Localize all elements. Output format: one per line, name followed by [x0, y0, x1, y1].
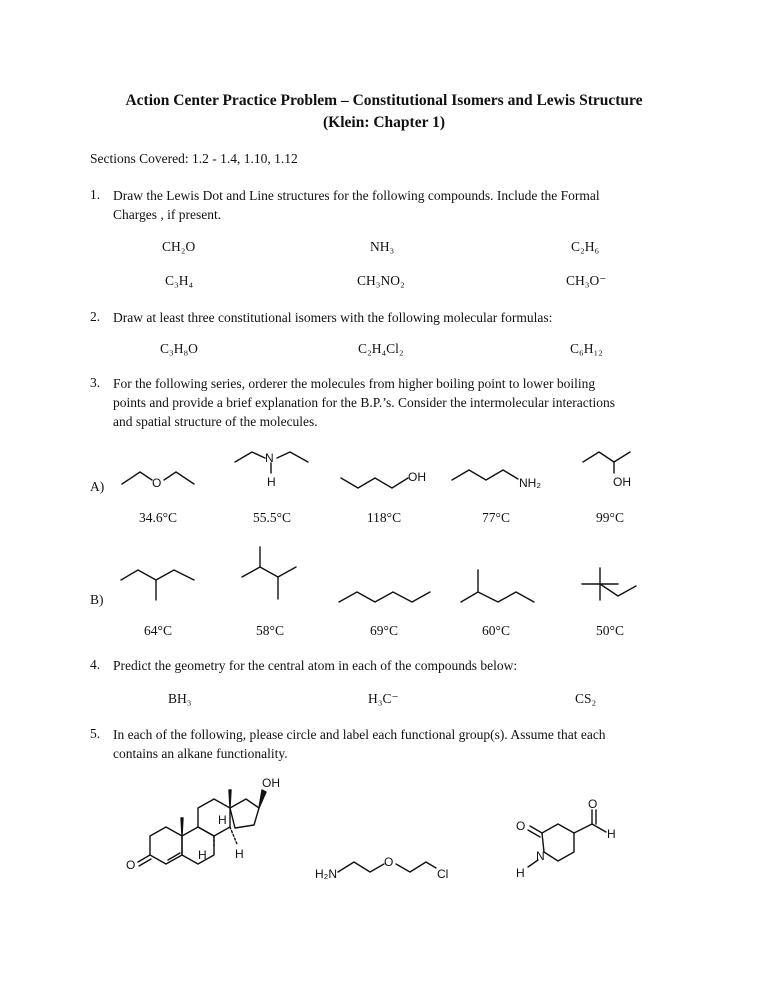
- 2-butanol-structure: [580, 446, 640, 492]
- q4-formula: CS₂: [575, 691, 597, 706]
- svg-text:H: H: [235, 847, 244, 861]
- q2-number: 2.: [90, 309, 101, 324]
- svg-text:H: H: [607, 827, 616, 841]
- bp-temperature: 50°C: [596, 623, 624, 638]
- svg-text:O: O: [588, 797, 598, 811]
- q5-text-line2: contains an alkane functionality.: [113, 746, 288, 761]
- 3-methylpentane-structure: [118, 560, 200, 604]
- q2-formula: C₃H₈O: [160, 341, 198, 356]
- bp-temperature: 55.5°C: [252, 510, 292, 525]
- aminoethoxy-chloride-structure: [312, 848, 462, 888]
- q2-formula: C₆H₁₂: [570, 341, 603, 356]
- svg-text:NH₂: NH₂: [519, 476, 541, 490]
- svg-text:Cl: Cl: [437, 867, 449, 881]
- q4-formula: BH₃: [168, 691, 192, 706]
- q5-text-line1: In each of the following, please circle and label each functional group(s). Assume that each: [113, 727, 606, 742]
- q1-number: 1.: [90, 187, 101, 202]
- bp-temperature: 34.6°C: [138, 510, 178, 525]
- bp-temperature: 58°C: [256, 623, 284, 638]
- svg-text:O: O: [152, 476, 162, 490]
- svg-text:OH: OH: [262, 776, 280, 790]
- q1-formula: NH₃: [370, 239, 395, 254]
- svg-text:N: N: [536, 849, 545, 863]
- q4-formula: H₃C⁻: [368, 691, 399, 706]
- 2-2-dimethylbutane-structure: [578, 564, 640, 608]
- diethyl-ether-structure: [118, 460, 198, 495]
- page-subtitle: (Klein: Chapter 1): [323, 114, 445, 131]
- q1-text-line1: Draw the Lewis Dot and Line structures for the following compounds. Include the Formal: [113, 188, 600, 203]
- 2-3-dimethylbutane-structure: [238, 544, 308, 604]
- q3-text-line2: points and provide a brief explanation for the B.P.’s. Consider the intermolecular interactions: [113, 395, 615, 410]
- page-title: Action Center Practice Problem – Constitutional Isomers and Lewis Structure: [125, 92, 643, 109]
- svg-text:H₂N: H₂N: [315, 867, 337, 881]
- butylamine-structure: [449, 462, 549, 494]
- bp-temperature: 77°C: [482, 510, 510, 525]
- q1-formula: CH₃O⁻: [566, 273, 607, 288]
- diethylamine-structure: [232, 446, 312, 492]
- svg-text:H: H: [198, 848, 207, 862]
- bp-temperature: 69°C: [370, 623, 398, 638]
- bp-temperature: 60°C: [482, 623, 510, 638]
- q3-text-line1: For the following series, orderer the molecules from higher boiling point to lower boiling: [113, 376, 596, 391]
- series-b-label: B): [90, 592, 104, 607]
- svg-text:N: N: [265, 451, 274, 465]
- q1-formula: C₂H₆: [571, 239, 600, 254]
- q1-formula: C₃H₄: [165, 273, 194, 288]
- svg-text:H: H: [218, 813, 227, 827]
- svg-text:O: O: [384, 855, 394, 869]
- series-a-label: A): [90, 479, 105, 494]
- svg-text:OH: OH: [408, 470, 426, 484]
- q1-formula: CH₂O: [162, 239, 196, 254]
- q3-text-line3: and spatial structure of the molecules.: [113, 414, 318, 429]
- svg-text:O: O: [516, 819, 526, 833]
- sections-covered: Sections Covered: 1.2 - 1.4, 1.10, 1.12: [90, 151, 298, 166]
- svg-text:O: O: [126, 858, 136, 872]
- q2-text: Draw at least three constitutional isomers with the following molecular formulas:: [113, 310, 553, 325]
- bp-temperature: 118°C: [366, 510, 402, 525]
- q5-number: 5.: [90, 726, 101, 741]
- svg-text:OH: OH: [613, 475, 631, 489]
- q4-text: Predict the geometry for the central atom in each of the compounds below:: [113, 658, 518, 673]
- q1-text-line2: Charges , if present.: [113, 207, 222, 222]
- hexane-structure: [336, 584, 436, 608]
- bp-temperature: 64°C: [144, 623, 172, 638]
- 2-methylpentane-structure: [458, 564, 540, 608]
- steroid-structure: [120, 772, 290, 887]
- q1-formula: CH₃NO₂: [357, 273, 405, 288]
- butanol-structure: [338, 462, 433, 494]
- q2-formula: C₂H₄Cl₂: [358, 341, 404, 356]
- piperidinone-aldehyde-structure: [508, 797, 628, 890]
- q3-number: 3.: [90, 375, 101, 390]
- q4-number: 4.: [90, 657, 101, 672]
- bp-temperature: 99°C: [596, 510, 624, 525]
- svg-text:H: H: [516, 866, 525, 880]
- svg-text:H: H: [267, 475, 276, 489]
